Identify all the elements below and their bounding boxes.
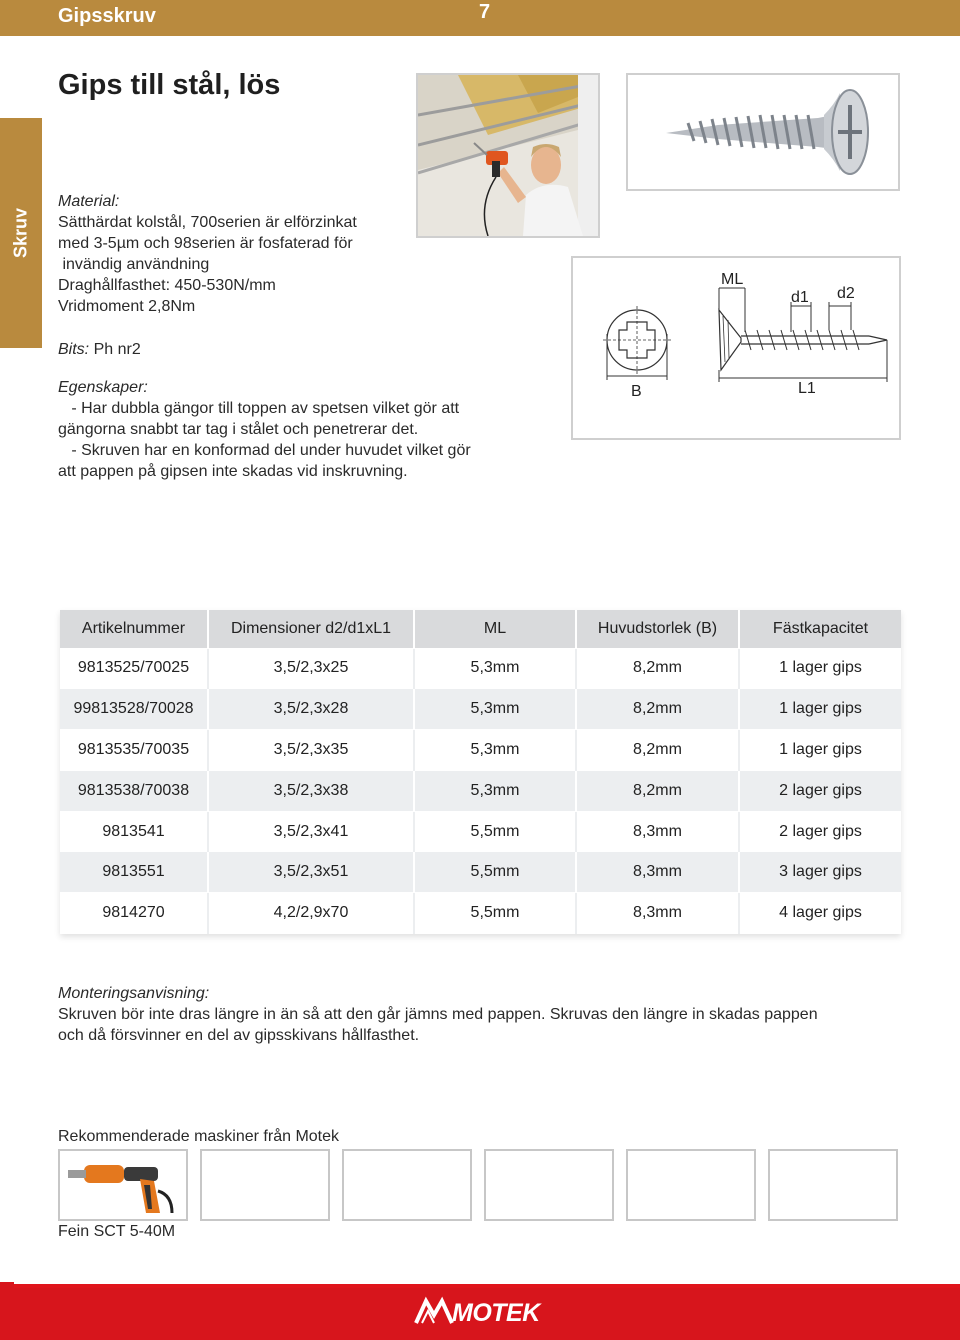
table-cell: 8,2mm bbox=[576, 648, 739, 689]
table-row bbox=[60, 770, 901, 811]
bits-section bbox=[58, 339, 141, 360]
mounting-line: Skruven bör inte dras längre in än så att den går jämns med pappen. Skruvas den längre in skadas pappen bbox=[58, 1006, 818, 1023]
diagram-l1-label: L1 bbox=[798, 380, 816, 397]
material-line: Sätthärdat kolstål, 700serien är elförzinkat bbox=[58, 214, 357, 231]
table-cell: 8,2mm bbox=[576, 689, 739, 730]
mounting-label: Monteringsanvisning: bbox=[58, 985, 210, 1002]
machine-slot bbox=[626, 1149, 756, 1221]
machine-slot bbox=[342, 1149, 472, 1221]
material-label: Material: bbox=[58, 193, 120, 210]
table-cell: 9813525/70025 bbox=[60, 648, 208, 689]
table-cell: 5,3mm bbox=[414, 730, 576, 771]
machine-slot bbox=[200, 1149, 330, 1221]
mounting-line: och då försvinner en del av gipsskivans hållfasthet. bbox=[58, 1027, 420, 1044]
page-number: 7 bbox=[479, 1, 491, 23]
table-header-row bbox=[60, 610, 901, 648]
properties-label: Egenskaper: bbox=[58, 379, 148, 396]
table-cell: 9813551 bbox=[60, 852, 208, 893]
machine-image-fein bbox=[58, 1149, 188, 1221]
material-line: Draghållfasthet: 450-530N/mm bbox=[58, 277, 276, 294]
table-cell: 8,3mm bbox=[576, 893, 739, 934]
machine-caption: Fein SCT 5-40M bbox=[58, 1223, 176, 1240]
table-cell: 5,3mm bbox=[414, 689, 576, 730]
bits-label: Bits: bbox=[58, 341, 90, 358]
properties-line: - Har dubbla gängor till toppen av spetsen vilket gör att bbox=[58, 400, 460, 417]
diagram-b-label: B bbox=[631, 383, 642, 400]
motek-logo bbox=[414, 1293, 564, 1333]
table-cell: 8,2mm bbox=[576, 770, 739, 811]
table-cell: 4,2/2,9x70 bbox=[208, 893, 414, 934]
diagram-d2-label: d2 bbox=[837, 285, 855, 302]
table-cell: 3,5/2,3x51 bbox=[208, 852, 414, 893]
footer-corner bbox=[0, 1282, 14, 1288]
screw-photo bbox=[626, 73, 900, 191]
table-cell: 3,5/2,3x28 bbox=[208, 689, 414, 730]
motek-logo-text: MOTEK bbox=[452, 1299, 540, 1327]
table-cell: 3,5/2,3x38 bbox=[208, 770, 414, 811]
table-cell: 9814270 bbox=[60, 893, 208, 934]
machine-slot bbox=[484, 1149, 614, 1221]
mounting-section bbox=[58, 983, 908, 1046]
table-cell: 5,5mm bbox=[414, 893, 576, 934]
material-line: med 3-5µm och 98serien är fosfaterad för bbox=[58, 235, 353, 252]
table-row bbox=[60, 811, 901, 852]
column-header: Artikelnummer bbox=[60, 610, 208, 648]
machine-slot bbox=[768, 1149, 898, 1221]
table-row bbox=[60, 648, 901, 689]
table-row bbox=[60, 893, 901, 934]
table-cell: 5,5mm bbox=[414, 852, 576, 893]
material-line: invändig användning bbox=[58, 256, 210, 273]
table-cell: 1 lager gips bbox=[739, 648, 901, 689]
diagram-ml-label: ML bbox=[721, 271, 744, 288]
table-cell: 9813538/70038 bbox=[60, 770, 208, 811]
table-cell: 1 lager gips bbox=[739, 689, 901, 730]
side-tab bbox=[0, 118, 42, 348]
table-cell: 2 lager gips bbox=[739, 770, 901, 811]
table-cell: 5,3mm bbox=[414, 648, 576, 689]
table-cell: 3,5/2,3x25 bbox=[208, 648, 414, 689]
table-cell: 8,2mm bbox=[576, 730, 739, 771]
header-bar bbox=[0, 0, 960, 36]
table-cell: 8,3mm bbox=[576, 852, 739, 893]
machines-title: Rekommenderade maskiner från Motek bbox=[58, 1128, 340, 1145]
table-cell: 3,5/2,3x41 bbox=[208, 811, 414, 852]
column-header: Huvudstorlek (B) bbox=[576, 610, 739, 648]
footer-bar bbox=[0, 1288, 960, 1340]
column-header: ML bbox=[414, 610, 576, 648]
properties-line: att pappen på gipsen inte skadas vid inskruvning. bbox=[58, 463, 408, 480]
product-title: Gips till stål, lös bbox=[58, 69, 281, 101]
table-row bbox=[60, 730, 901, 771]
bits-value: Ph nr2 bbox=[89, 341, 141, 358]
screw-diagram bbox=[571, 256, 901, 440]
diagram-d1-label: d1 bbox=[791, 289, 809, 306]
table-row bbox=[60, 689, 901, 730]
table-cell: 3 lager gips bbox=[739, 852, 901, 893]
table-cell: 5,5mm bbox=[414, 811, 576, 852]
table-row bbox=[60, 852, 901, 893]
column-header: Fästkapacitet bbox=[739, 610, 901, 648]
properties-line: - Skruven har en konformad del under huvudet vilket gör bbox=[58, 442, 471, 459]
table-cell: 3,5/2,3x35 bbox=[208, 730, 414, 771]
properties-section bbox=[58, 377, 528, 482]
table-cell: 8,3mm bbox=[576, 811, 739, 852]
table-cell: 99813528/70028 bbox=[60, 689, 208, 730]
properties-line: gängorna snabbt tar tag i stålet och penetrerar det. bbox=[58, 421, 419, 438]
table-cell: 9813535/70035 bbox=[60, 730, 208, 771]
side-tab-label: Skruv bbox=[10, 207, 31, 259]
table-cell: 9813541 bbox=[60, 811, 208, 852]
section-title: Gipsskruv bbox=[58, 5, 156, 27]
material-line: Vridmoment 2,8Nm bbox=[58, 298, 196, 315]
table-cell: 2 lager gips bbox=[739, 811, 901, 852]
table-cell: 5,3mm bbox=[414, 770, 576, 811]
table-cell: 4 lager gips bbox=[739, 893, 901, 934]
table-cell: 1 lager gips bbox=[739, 730, 901, 771]
spec-table bbox=[60, 610, 901, 934]
installation-photo bbox=[416, 73, 600, 238]
motek-logo-icon bbox=[414, 1293, 454, 1333]
column-header: Dimensioner d2/d1xL1 bbox=[208, 610, 414, 648]
